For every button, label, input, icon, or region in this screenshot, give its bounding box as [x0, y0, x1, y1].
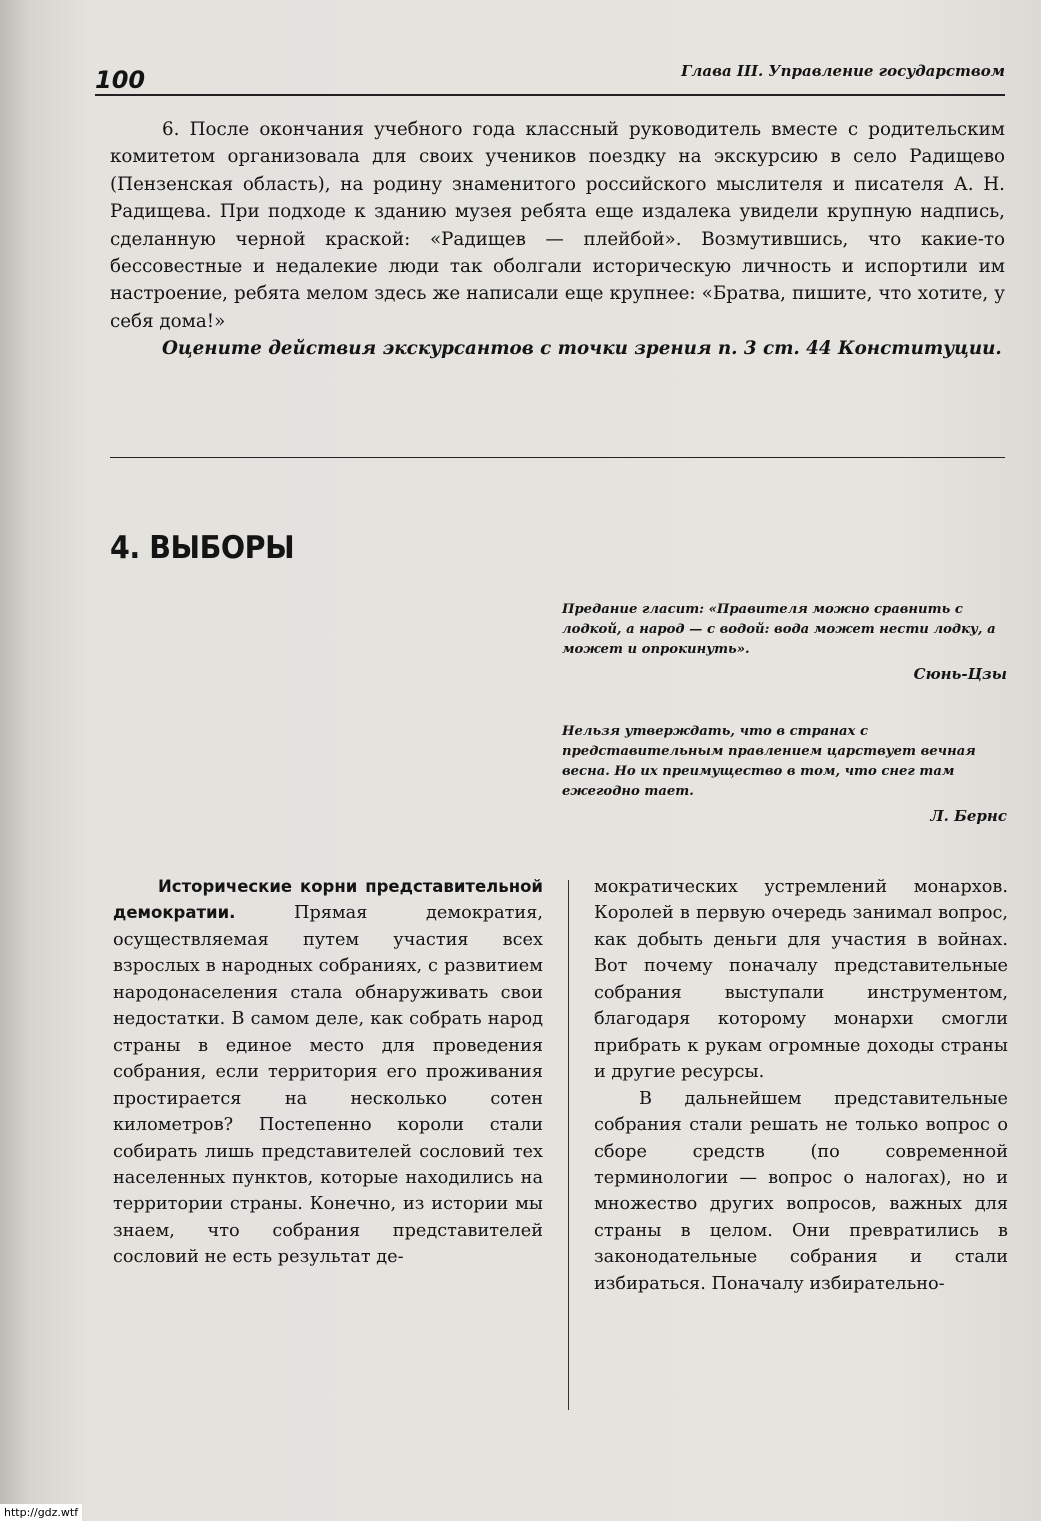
body-paragraph: [113, 874, 543, 1271]
task-text: 6. После окончания учебного года классный руководитель вместе с родительским комитетом организовала для своих учеников поездку на экскурсию в село Радищево (Пензенская область), на родину знаменитого российского мыслителя и писателя А. Н. Радищева. При подходе к зданию музея ребята еще издалека увидели крупную надпись, сделанную черной краской: «Радищев — плейбой». Возмутившись, что какие-то бессовестные и недалекие люди так оболгали историческую личность и испортили им настроение, ребята мелом здесь же написали еще крупнее: «Братва, пишите, что хотите, у себя дома!»: [110, 119, 1005, 332]
paragraph-text: Прямая демократия, осуществляемая путем участия всех взрослых в народных собраниях, с развитием народонаселения стала обнаруживать свои недостатки. В самом деле, как собрать народ страны в единое место для проведения собрания, если территория его проживания простирается на несколько сотен километров? Постепенно короли стали собирать лишь представителей сословий тех населенных пунктов, которые находились на территории страны. Конечно, из истории мы знаем, что собрания представителей сословий не есть результат де-: [113, 903, 543, 1268]
page-number: 100: [95, 66, 146, 94]
epigraph-text: Нельзя утверждать, что в странах с представительным правлением царствует вечная весна. Но их преимущество в том, что снег там ежегодно тает.: [562, 724, 976, 799]
running-title: Глава III. Управление государством: [681, 62, 1005, 80]
body-column-left: [113, 874, 543, 1271]
body-column-right: [594, 874, 1008, 1297]
section-title: 4. ВЫБОРЫ: [110, 530, 295, 566]
epigraph-author: Сюнь-Цзы: [913, 665, 1007, 683]
source-link[interactable]: http://gdz.wtf: [0, 1504, 82, 1521]
epigraph-1: [562, 600, 1007, 684]
body-paragraph: В дальнейшем представительные собрания стали решать не только вопрос о сборе средств (по современной терминологии — вопрос о налогах), но и множество других вопросов, важных для страны в целом. Они превратились в законодательные собрания и стали избираться. Поначалу избирательно-: [594, 1088, 1008, 1294]
task-divider: [110, 457, 1005, 458]
column-divider: [568, 880, 569, 1410]
task-question: Оцените действия экскурсантов с точки зрения п. 3 ст. 44 Конституции.: [162, 338, 1002, 360]
page-header: [95, 58, 1005, 96]
task-block: [110, 116, 1005, 363]
epigraph-text: Предание гласит: «Правителя можно сравнить с лодкой, а народ — с водой: вода может нести лодку, а может и опрокинуть».: [562, 602, 996, 657]
epigraph-author: Л. Бернс: [930, 807, 1007, 825]
body-paragraph-continued: мократических устремлений монархов. Королей в первую очередь занимал вопрос, как добыть деньги для участия в войнах. Вот почему поначалу представительные собрания выступали инструментом, благодаря которому монархи смогли прибрать к рукам огромные доходы страны и другие ресурсы.: [594, 877, 1008, 1083]
epigraph-2: [562, 722, 1007, 826]
paragraph-lead: Исторические корни представительной демократии.: [113, 877, 543, 923]
